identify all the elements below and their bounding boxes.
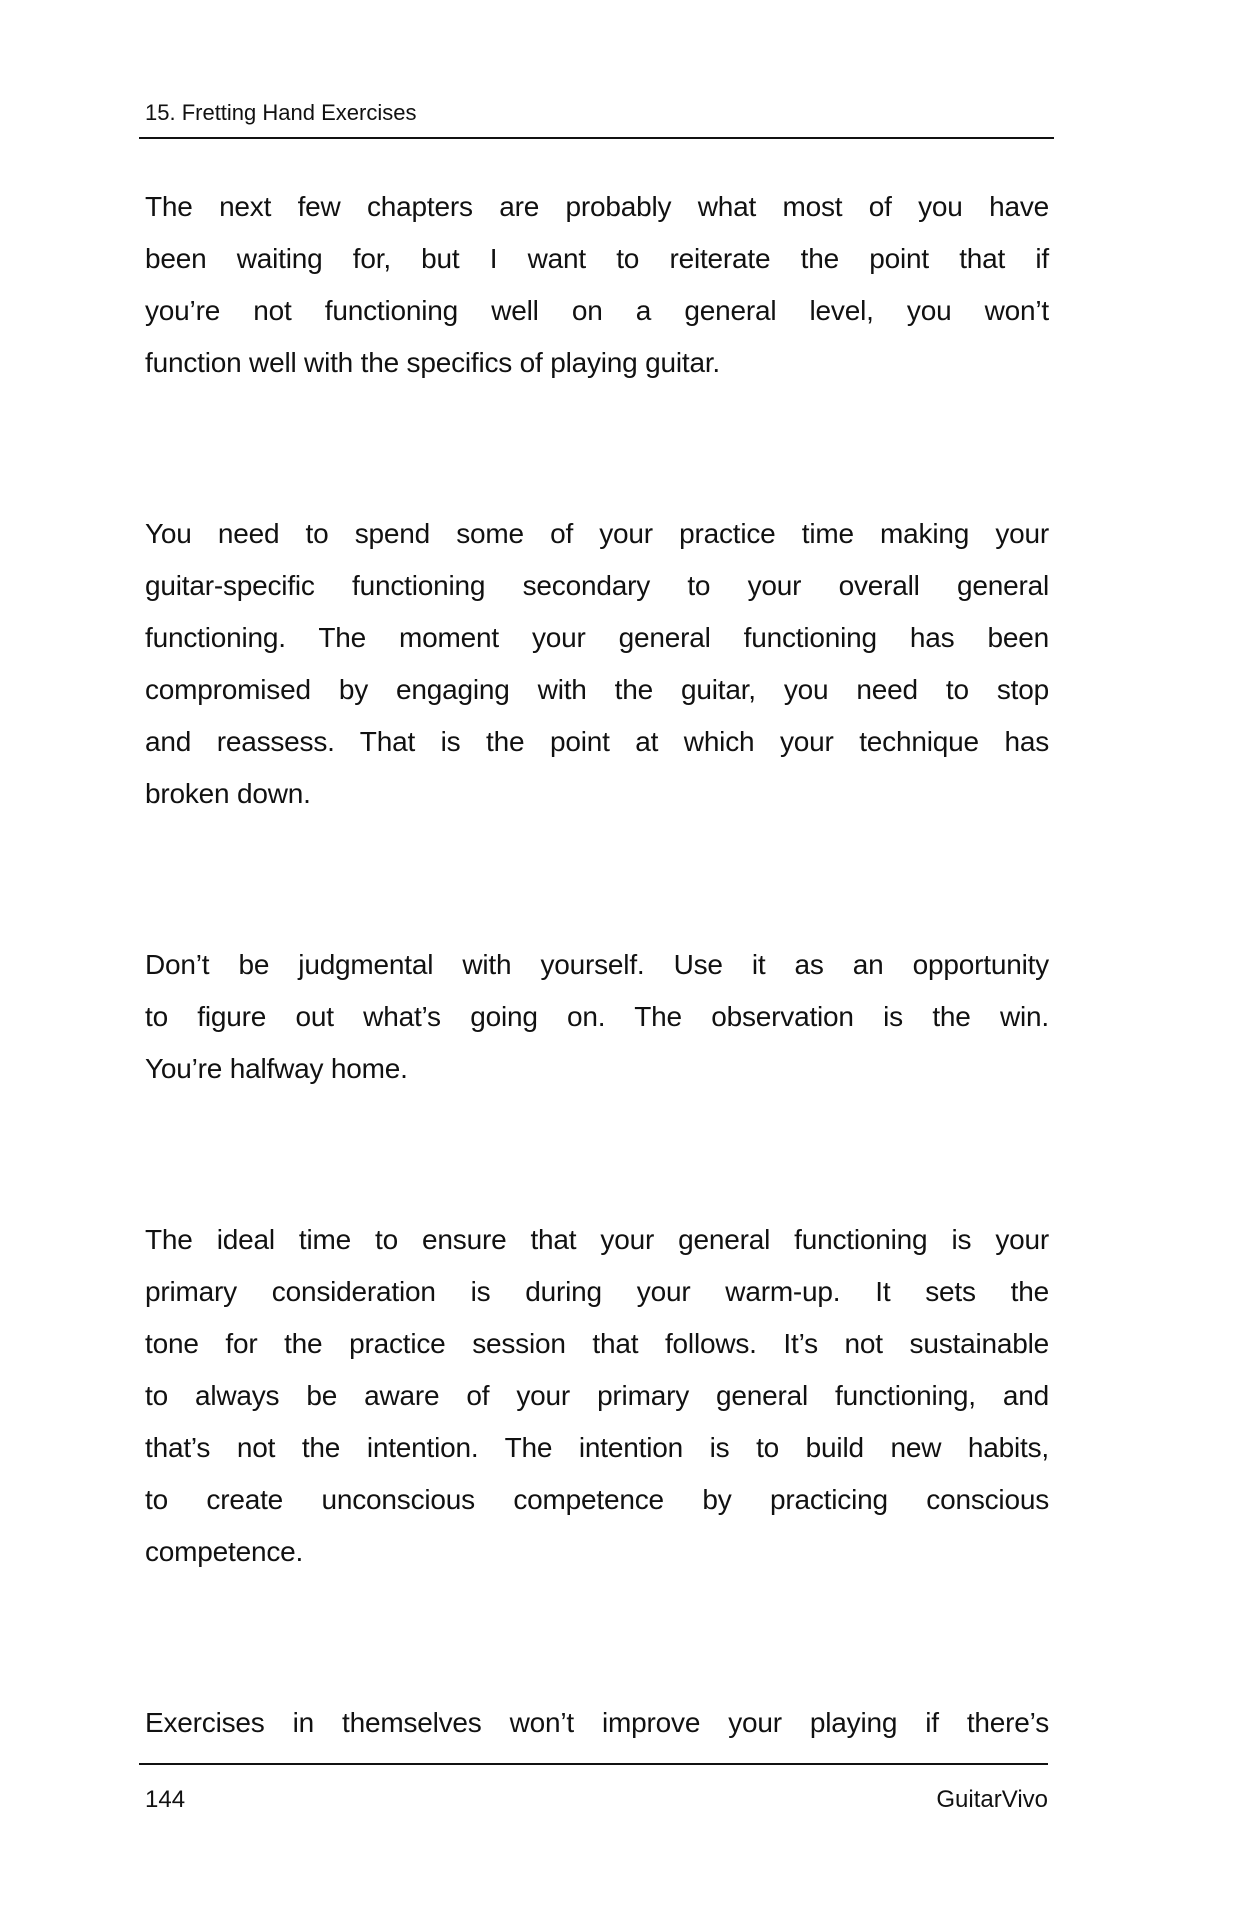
text-line: The ideal time to ensure that your general functioning is your [145,1224,1049,1255]
text-line: tone for the practice session that follows. It’s not sustainable [145,1328,1049,1359]
text-line: Exercises in themselves won’t improve your playing if there’s [145,1707,1049,1738]
text-line: you’re not functioning well on a general level, you won’t [145,295,1049,326]
page-body [145,181,1049,1868]
text-line: and reassess. That is the point at which your technique has [145,726,1049,757]
paragraph [145,939,1049,1095]
text-line: You’re halfway home. [145,1053,408,1084]
text-line: Don’t be judgmental with yourself. Use it as an opportunity [145,949,1049,980]
text-line: to figure out what’s going on. The observation is the win. [145,1001,1049,1032]
text-line: competence. [145,1536,304,1567]
text-line: primary consideration is during your warm-up. It sets the [145,1276,1049,1307]
running-header-chapter-title: 15. Fretting Hand Exercises [145,100,417,125]
footer-brand: GuitarVivo [936,1786,1048,1813]
text-line: guitar-specific functioning secondary to your overall general [145,570,1049,601]
text-line: broken down. [145,778,311,809]
header-divider [139,137,1054,139]
text-line: been waiting for, but I want to reiterate the point that if [145,243,1049,274]
paragraph [145,1697,1049,1749]
text-line: compromised by engaging with the guitar, you need to stop [145,674,1049,705]
text-line: to always be aware of your primary general functioning, and [145,1380,1049,1411]
text-line: The next few chapters are probably what most of you have [145,191,1049,222]
paragraph [145,181,1049,389]
paragraph [145,508,1049,820]
text-line: functioning. The moment your general functioning has been [145,622,1049,653]
text-line: function well with the specifics of playing guitar. [145,347,720,378]
text-line: to create unconscious competence by practicing conscious [145,1484,1049,1515]
paragraph [145,1214,1049,1578]
footer-divider [139,1763,1048,1765]
text-line: You need to spend some of your practice time making your [145,518,1049,549]
page-number: 144 [145,1786,186,1813]
text-line: that’s not the intention. The intention is to build new habits, [145,1432,1049,1463]
